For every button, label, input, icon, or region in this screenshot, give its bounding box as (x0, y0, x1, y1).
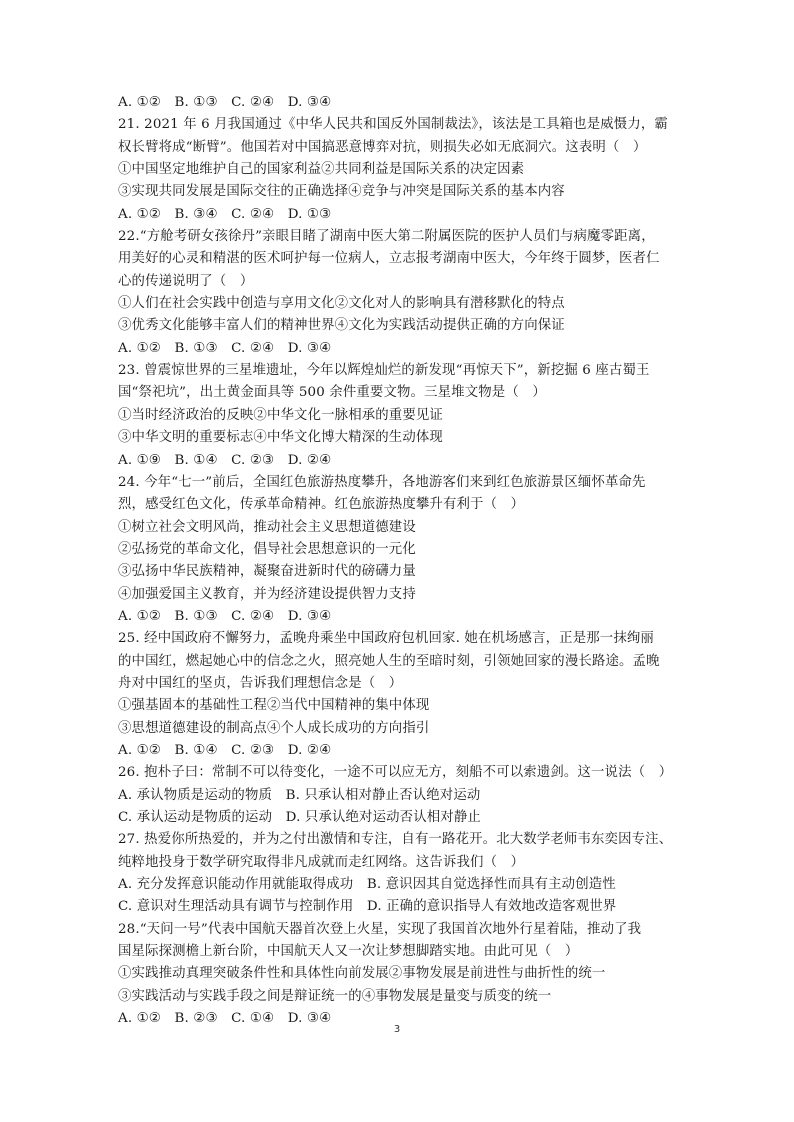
question-28-statements: ①实践推动真理突破条件性和具体性向前发展②事物发展是前进性与曲折性的统一 (118, 966, 606, 982)
question-28-stem: 国星际探测檐上新台阶，中国航天人又一次让梦想脚踏实地。由此可见（ ） (118, 944, 579, 960)
question-24-options: A. ①② B. ①③ C. ②④ D. ③④ (118, 608, 332, 624)
question-27-stem: 纯粹地投身于数学研究取得非凡成就而走红网络。这告诉我们（ ） (118, 854, 525, 870)
question-23-stem: 23. 曾震惊世界的三星堆遗址，今年以辉煌灿烂的新发现“再惊天下”，新挖掘 6 座古蜀王 (118, 363, 650, 379)
question-27-stem: 27. 热爱你所热爱的，并为之付出激情和专注，自有一路花开。北大数学老师韦东奕因专注、 (118, 832, 673, 848)
question-22-statements: ①人们在社会实践中创造与享用文化②文化对人的影响具有潜移默化的特点 (118, 296, 565, 312)
question-28-options: A. ①② B. ②③ C. ①④ D. ③④ (118, 1011, 332, 1027)
question-24-stem: 24. 今年“七一”前后，全国红色旅游热度攀升，各地游客们来到红色旅游景区缅怀革命先 (118, 474, 646, 490)
question-25-statements: ①强基固本的基础性工程②当代中国精神的集中体现 (118, 698, 430, 714)
question-24-statements: ②弘扬党的革命文化，倡导社会思想意识的一元化 (118, 541, 416, 557)
question-22-stem: 心的传递说明了（ ） (118, 273, 254, 289)
question-24-statements: ③弘扬中华民族精神，凝聚奋进新时代的磅礴力量 (118, 564, 416, 580)
question-23-statements: ①当时经济政治的反映②中华文化一脉相承的重要见证 (118, 407, 443, 423)
question-25-statements: ③思想道德建设的制高点④个人成长成功的方向指引 (118, 720, 430, 736)
question-21-options: A. ①② B. ③④ C. ②④ D. ①③ (118, 206, 332, 222)
question-26-options: C. 承认运动是物质的运动 D. 只承认绝对运动否认相对静止 (118, 810, 481, 825)
question-25-stem: 舟对中国红的坚贞，告诉我们理想信念是（ ） (118, 675, 403, 691)
question-27-options: A. 充分发挥意识能动作用就能取得成功 B. 意识因其自觉选择性而具有主动创造性 (118, 877, 616, 893)
answer-options: A. ①② B. ①③ C. ②④ D. ③④ (118, 95, 332, 110)
question-24-statements: ①树立社会文明风尚，推动社会主义思想道德建设 (118, 519, 416, 535)
question-28-stem: 28.“天问一号”代表中国航天器首次登上火星，实现了我国首次地外行星着陆，推动了我 (118, 921, 642, 937)
question-25-options: A. ①② B. ①④ C. ②③ D. ②④ (118, 742, 332, 758)
question-26-stem: 26. 抱朴子曰：常制不可以待变化，一途不可以应无方，刻船不可以索遗剑。这一说法（ ） (118, 765, 673, 781)
question-28-statements: ③实践活动与实践手段之间是辩证统一的④事物发展是量变与质变的统一 (118, 988, 552, 1004)
question-23-options: A. ①⑨ B. ①④ C. ②③ D. ②④ (118, 452, 332, 468)
page-number: 3 (393, 1024, 401, 1035)
question-23-statements: ③中华文明的重要标志④中华文化博大精深的生动体现 (118, 430, 443, 446)
question-22-options: A. ①② B. ①③ C. ②④ D. ③④ (118, 340, 332, 356)
question-27-options: C. 意识对生理活动具有调节与控制作用 D. 正确的意识指导人有效地改造客观世界 (118, 899, 617, 915)
question-24-statements: ④加强爱国主义教育，并为经济建设提供智力支持 (118, 586, 416, 602)
question-25-stem: 25. 经中国政府不懈努力，孟晚舟乘坐中国政府包机回家. 她在机场感言，正是那一抹绚丽 (118, 631, 654, 647)
question-23-stem: 国“祭祀坑”，出土黄金面具等 500 余件重要文物。三星堆文物是（ ） (118, 385, 546, 401)
question-22-stem: 用美好的心灵和精湛的医术呵护每一位病人，立志报考湖南中医大，今年终于圆梦，医者仁 (118, 251, 660, 267)
question-21-stem: 权长臂将成“断臂”。他国若对中国搞恶意博弈对抗，则损失必如无底洞穴。这表明（ ） (118, 139, 647, 155)
question-21-statements: ③实现共同发展是国际交往的正确选择④竞争与冲突是国际关系的基本内容 (118, 184, 565, 200)
question-22-stem: 22.“方舱考研女孩徐丹”亲眼目睹了湖南中医大第二附属医院的医护人员们与病魔零距离， (118, 229, 655, 245)
question-21-statements: ①中国坚定地维护自己的国家利益②共同利益是国际关系的决定因素 (118, 162, 525, 178)
question-22-statements: ③优秀文化能够丰富人们的精神世界④文化为实践活动提供正确的方向保证 (118, 318, 565, 334)
exam-page-body (118, 92, 684, 1030)
question-26-options: A. 承认物质是运动的物质 B. 只承认相对静止否认绝对运动 (118, 787, 481, 803)
question-25-stem: 的中国红，燃起她心中的信念之火，照亮她人生的至暗时刻，引领她回家的漫长路途。孟晚 (118, 653, 660, 669)
question-21-stem: 21. 2021 年 6 月我国通过《中华人民共和国反外国制裁法》，该法是工具箱也是威慑力，霸 (118, 117, 668, 133)
question-24-stem: 烈，感受红色文化，传承革命精神。红色旅游热度攀升有利于（ ） (118, 497, 525, 513)
